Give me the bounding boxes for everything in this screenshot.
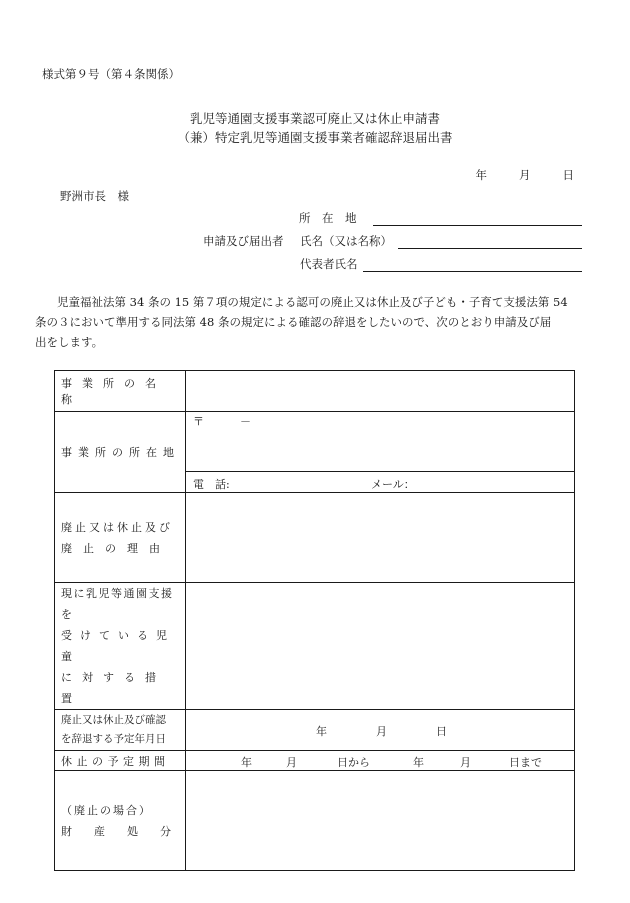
application-table [54,370,575,871]
table-row [55,771,575,871]
representative-field[interactable] [363,258,582,272]
measures-field[interactable] [186,583,575,710]
reason-label-line: 廃 止 の 理 由 [61,541,160,555]
suspension-label: 休止の予定期間 [55,751,186,771]
table-row [55,751,575,771]
from-month: 月 [286,755,297,769]
reason-label-line: 廃止又は休止及び [61,520,173,534]
from-day: 日から [337,755,370,769]
from-year: 年 [241,755,252,769]
property-field[interactable] [186,771,575,871]
planned-date-label [55,710,186,751]
to-day: 日まで [509,755,542,769]
email-label: メール： [371,477,415,491]
planned-day: 日 [436,724,447,738]
table-row [55,710,575,751]
address-field[interactable] [373,212,582,226]
reason-field[interactable] [186,493,575,583]
phone-label: 電 話: [193,477,230,491]
applicant-address-row [0,210,630,228]
to-year: 年 [413,755,424,769]
postal-dash: － [240,415,251,428]
measures-label [55,583,186,710]
office-address-field[interactable] [186,412,575,472]
office-address-label: 事業所の所在地 [55,412,186,493]
suspension-period-field[interactable] [186,751,575,771]
form-number: 様式第９号（第４条関係） [42,67,180,81]
paragraph-line: 児童福祉法第 34 条の 15 第７項の規定による認可の廃止又は休止及び子ども・子育て支援法第 54 [57,295,568,309]
property-label [55,771,186,871]
planned-date-field[interactable] [186,710,575,751]
address-label: 所 在 地 [299,211,357,225]
declaration-paragraph [35,292,595,352]
form-title-line2: （兼）特定乳児等通園支援事業者確認辞退届出書 [177,130,453,145]
applicant-rep-row [0,256,630,274]
planned-date-label-line: を辞退する予定年月日 [61,733,166,745]
paragraph-line: 出をします。 [35,335,104,349]
date-day: 日 [562,168,574,182]
office-name-field[interactable] [186,371,575,412]
to-month: 月 [460,755,471,769]
reason-label [55,493,186,583]
applicant-name-row [0,233,630,251]
office-name-label: 事業所の名称 [55,371,186,412]
name-field[interactable] [398,235,582,249]
planned-year: 年 [316,724,327,738]
contact-cell [186,472,575,493]
paragraph-line: 条の３において準用する同法第 48 条の規定による確認の辞退をしたいので、次のとおり申請及び届 [35,315,552,329]
table-row [55,583,575,710]
planned-month: 月 [376,724,387,738]
date-month: 月 [519,168,531,182]
table-row [55,493,575,583]
representative-label: 代表者氏名 [300,257,358,271]
property-label-line: 財 産 処 分 [61,824,171,838]
measures-label-line: に対する措置 [61,671,166,705]
submission-date [476,167,575,183]
form-title-line1: 乳児等通園支援事業認可廃止又は休止申請書 [189,111,440,126]
applicant-role-label: 申請及び届出者 [203,234,284,248]
name-label: 氏名（又は名称） [300,234,392,248]
measures-label-line: 受けている児童 [61,629,175,663]
table-row [55,412,575,472]
addressee: 野洲市長 様 [60,189,129,203]
property-label-line: （廃止の場合） [61,803,152,817]
planned-date-label-line: 廃止又は休止及び確認 [61,714,166,726]
measures-label-line: 現に乳児等通園支援を [61,587,174,621]
postal-mark: 〒 [193,415,204,428]
table-row [55,371,575,412]
date-year: 年 [475,168,487,182]
